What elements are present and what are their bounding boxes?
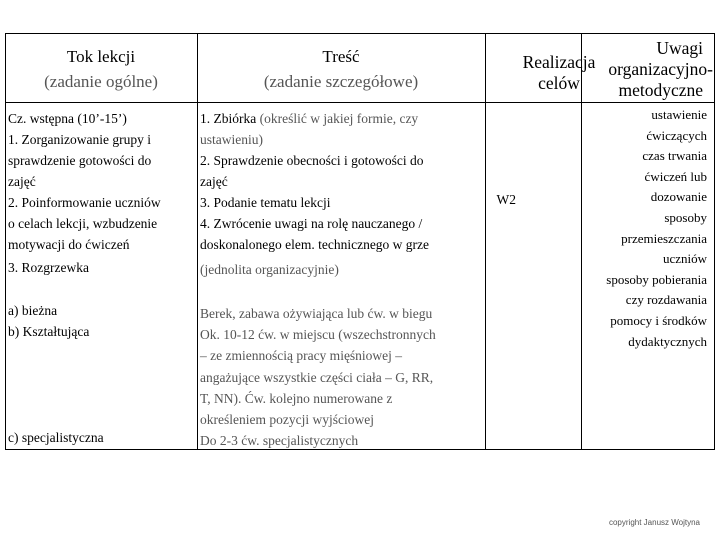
cell-line: zajęć xyxy=(200,174,228,189)
cell-line: 3. Rozgrzewka xyxy=(8,260,89,275)
header-line: celów xyxy=(538,73,580,93)
col1-top-block xyxy=(8,108,161,278)
col1-mid-block xyxy=(8,300,89,342)
goal-code: W2 xyxy=(496,192,516,207)
col2-bottom-block xyxy=(200,303,436,451)
cell-line: 2. Sprawdzenie obecności i gotowości do xyxy=(200,153,424,168)
cell-line: czas trwania xyxy=(642,148,707,164)
column-divider xyxy=(485,33,486,450)
cell-line: czy rozdawania xyxy=(625,292,707,308)
header-title: Tok lekcji xyxy=(66,47,136,66)
cell-line: 1. Zorganizowanie grupy i xyxy=(8,132,151,147)
cell-line: angażujące wszystkie części ciała – G, RR, xyxy=(200,369,434,385)
col2-top-block xyxy=(200,108,429,280)
cell-line: – ze zmiennością pracy mięśniowej – xyxy=(200,348,403,364)
cell-line: sposoby xyxy=(664,209,707,225)
cell-line: o celach lekcji, wzbudzenie xyxy=(8,216,158,231)
cell-line: T, NN). Ćw. kolejno numerowane z xyxy=(200,390,393,406)
cell-line: Do 2-3 ćw. specjalistycznych xyxy=(200,433,359,449)
cell-line: 4. Zwrócenie uwagi na rolę nauczanego / xyxy=(200,216,423,231)
cell-line: c) specjalistyczna xyxy=(8,430,104,445)
cell-line: doskonalonego elem. technicznego w grze xyxy=(200,237,430,252)
cell-line: sprawdzenie gotowości do xyxy=(8,153,152,168)
col4-notes-block xyxy=(570,105,707,352)
header-divider xyxy=(5,102,715,103)
cell-line: określeniem pozycji wyjściowej xyxy=(200,412,374,428)
cell-line: motywacji do ćwiczeń xyxy=(8,237,130,252)
cell-line: przemieszczania xyxy=(621,230,707,246)
header-line: Uwagi xyxy=(656,38,703,58)
cell-line: 3. Podanie tematu lekcji xyxy=(200,195,331,210)
cell-line: pomocy i środków xyxy=(610,312,707,328)
header-line: Realizacja xyxy=(522,52,596,72)
cell-line: Berek, zabawa ożywiająca lub ćw. w biegu xyxy=(200,306,433,321)
cell-line: Ok. 10-12 ćw. w miejscu (wszechstronnych xyxy=(200,327,436,343)
header-line: organizacyjno- xyxy=(608,59,713,79)
header-subtitle: (zadanie szczegółowe) xyxy=(263,72,419,91)
cell-line: sposoby pobierania xyxy=(606,271,707,287)
cell-line: ustawienie xyxy=(651,107,707,122)
cell-line: uczniów xyxy=(662,251,707,267)
cell-line: ćwiczeń lub xyxy=(644,168,707,184)
header-subtitle: (zadanie ogólne) xyxy=(44,72,158,91)
cell-line xyxy=(200,108,429,129)
cell-line: ćwiczących xyxy=(646,127,707,143)
header-tok-lekcji xyxy=(5,45,197,94)
header-tresc xyxy=(197,45,485,94)
cell-line: ustawieniu) xyxy=(200,132,263,147)
cell-text-gray: (określić w jakiej formie, czy xyxy=(259,111,419,126)
cell-line: a) bieżna xyxy=(8,303,58,318)
cell-line: dydaktycznych xyxy=(628,333,707,349)
cell-line: b) Kształtująca xyxy=(8,324,90,339)
copyright-text: copyright Janusz Wojtyna xyxy=(608,518,700,527)
col1-bottom-line xyxy=(8,427,104,448)
cell-line: dozowanie xyxy=(650,189,707,205)
column-divider xyxy=(197,33,198,450)
header-title: Treść xyxy=(322,47,360,66)
header-uwagi xyxy=(570,38,713,101)
cell-line: (jednolita organizacyjnie) xyxy=(200,262,339,277)
cell-line: Cz. wstępna (10’-15’) xyxy=(8,111,127,126)
header-line: metodyczne xyxy=(618,80,703,100)
cell-text: 1. Zbiórka xyxy=(200,111,260,126)
cell-line: zajęć xyxy=(8,174,36,189)
cell-line: 2. Poinformowanie uczniów xyxy=(8,195,161,210)
